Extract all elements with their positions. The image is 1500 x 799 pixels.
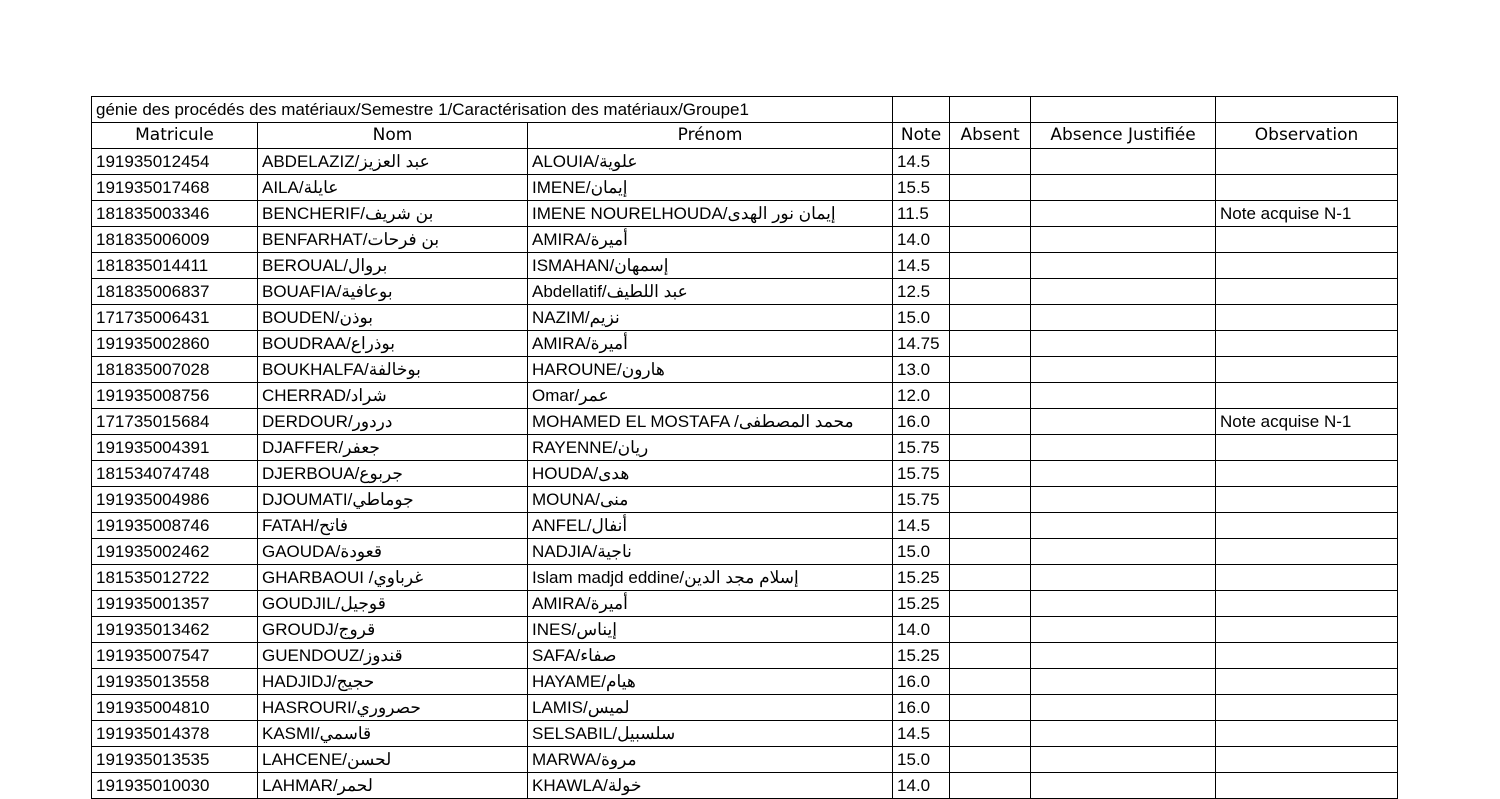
table-row xyxy=(92,435,1398,461)
prenom-cell: HAROUNE/هارون xyxy=(528,357,893,383)
nom-cell: BOUKHALFA/بوخالفة xyxy=(258,357,528,383)
nom-cell: GOUDJIL/قوجيل xyxy=(258,591,528,617)
absence-justifiee-cell xyxy=(1031,435,1216,461)
prenom-cell: MARWA/مروة xyxy=(528,747,893,773)
matricule-cell: 191935014378 xyxy=(92,721,258,747)
nom-cell: FATAH/فاتح xyxy=(258,513,528,539)
absence-justifiee-cell xyxy=(1031,149,1216,175)
note-cell: 15.5 xyxy=(893,175,950,201)
prenom-cell: INES/إيناس xyxy=(528,617,893,643)
table-row xyxy=(92,773,1398,799)
note-cell: 14.0 xyxy=(893,617,950,643)
prenom-cell: MOHAMED EL MOSTAFA /محمد المصطفى xyxy=(528,409,893,435)
table-row xyxy=(92,591,1398,617)
nom-cell: GAOUDA/قعودة xyxy=(258,539,528,565)
absent-cell xyxy=(950,721,1031,747)
absent-cell xyxy=(950,435,1031,461)
absent-cell xyxy=(950,513,1031,539)
table-row xyxy=(92,279,1398,305)
prenom-cell: SELSABIL/سلسبيل xyxy=(528,721,893,747)
absent-cell xyxy=(950,643,1031,669)
observation-cell xyxy=(1216,695,1398,721)
matricule-cell: 191935012454 xyxy=(92,149,258,175)
prenom-cell: Abdellatif/عبد اللطيف xyxy=(528,279,893,305)
absent-cell xyxy=(950,773,1031,799)
matricule-cell: 191935017468 xyxy=(92,175,258,201)
header-matricule: Matricule xyxy=(92,123,258,149)
absence-justifiee-cell xyxy=(1031,539,1216,565)
title-empty-cell xyxy=(1031,97,1216,123)
absence-justifiee-cell xyxy=(1031,305,1216,331)
table-row xyxy=(92,539,1398,565)
matricule-cell: 181535012722 xyxy=(92,565,258,591)
observation-cell xyxy=(1216,383,1398,409)
absence-justifiee-cell xyxy=(1031,331,1216,357)
note-cell: 13.0 xyxy=(893,357,950,383)
matricule-cell: 181835003346 xyxy=(92,201,258,227)
absent-cell xyxy=(950,669,1031,695)
absence-justifiee-cell xyxy=(1031,409,1216,435)
nom-cell: BENCHERIF/بن شريف xyxy=(258,201,528,227)
prenom-cell: NADJIA/ناجية xyxy=(528,539,893,565)
absent-cell xyxy=(950,331,1031,357)
matricule-cell: 171735015684 xyxy=(92,409,258,435)
table-row xyxy=(92,669,1398,695)
prenom-cell: AMIRA/أميرة xyxy=(528,591,893,617)
observation-cell xyxy=(1216,279,1398,305)
absent-cell xyxy=(950,201,1031,227)
matricule-cell: 181534074748 xyxy=(92,461,258,487)
nom-cell: BOUDEN/بوذن xyxy=(258,305,528,331)
nom-cell: AILA/عايلة xyxy=(258,175,528,201)
matricule-cell: 191935004391 xyxy=(92,435,258,461)
table-row xyxy=(92,201,1398,227)
prenom-cell: NAZIM/نزيم xyxy=(528,305,893,331)
absence-justifiee-cell xyxy=(1031,487,1216,513)
note-cell: 15.0 xyxy=(893,305,950,331)
nom-cell: DJOUMATI/جوماطي xyxy=(258,487,528,513)
header-row xyxy=(92,123,1398,149)
matricule-cell: 191935013462 xyxy=(92,617,258,643)
absence-justifiee-cell xyxy=(1031,591,1216,617)
observation-cell xyxy=(1216,721,1398,747)
nom-cell: ABDELAZIZ/عبد العزيز xyxy=(258,149,528,175)
absent-cell xyxy=(950,409,1031,435)
matricule-cell: 191935013535 xyxy=(92,747,258,773)
note-cell: 14.0 xyxy=(893,227,950,253)
header-absent: Absent xyxy=(950,123,1031,149)
observation-cell xyxy=(1216,331,1398,357)
nom-cell: KASMI/قاسمي xyxy=(258,721,528,747)
matricule-cell: 191935002860 xyxy=(92,331,258,357)
note-cell: 16.0 xyxy=(893,669,950,695)
header-prenom: Prénom xyxy=(528,123,893,149)
note-cell: 14.5 xyxy=(893,253,950,279)
observation-cell xyxy=(1216,149,1398,175)
absence-justifiee-cell xyxy=(1031,461,1216,487)
absence-justifiee-cell xyxy=(1031,253,1216,279)
table-row xyxy=(92,409,1398,435)
absent-cell xyxy=(950,357,1031,383)
observation-cell xyxy=(1216,175,1398,201)
observation-cell xyxy=(1216,565,1398,591)
observation-cell xyxy=(1216,435,1398,461)
note-cell: 14.5 xyxy=(893,513,950,539)
note-cell: 16.0 xyxy=(893,409,950,435)
observation-cell xyxy=(1216,539,1398,565)
matricule-cell: 181835014411 xyxy=(92,253,258,279)
table-row xyxy=(92,461,1398,487)
nom-cell: LAHCENE/لحسن xyxy=(258,747,528,773)
grade-sheet-table xyxy=(91,96,1398,799)
observation-cell xyxy=(1216,591,1398,617)
header-absence-justifiee: Absence Justifiée xyxy=(1031,123,1216,149)
table-row xyxy=(92,227,1398,253)
nom-cell: GUENDOUZ/قندوز xyxy=(258,643,528,669)
prenom-cell: Islam madjd eddine/إسلام مجد الدين xyxy=(528,565,893,591)
absence-justifiee-cell xyxy=(1031,747,1216,773)
prenom-cell: HAYAME/هيام xyxy=(528,669,893,695)
matricule-cell: 171735006431 xyxy=(92,305,258,331)
table-row xyxy=(92,175,1398,201)
table-row xyxy=(92,617,1398,643)
note-cell: 12.0 xyxy=(893,383,950,409)
absence-justifiee-cell xyxy=(1031,695,1216,721)
absent-cell xyxy=(950,591,1031,617)
header-note: Note xyxy=(893,123,950,149)
absent-cell xyxy=(950,383,1031,409)
nom-cell: CHERRAD/شراد xyxy=(258,383,528,409)
title-row xyxy=(92,97,1398,123)
note-cell: 14.5 xyxy=(893,721,950,747)
note-cell: 15.75 xyxy=(893,461,950,487)
note-cell: 11.5 xyxy=(893,201,950,227)
absence-justifiee-cell xyxy=(1031,513,1216,539)
prenom-cell: RAYENNE/ريان xyxy=(528,435,893,461)
table-row xyxy=(92,695,1398,721)
observation-cell xyxy=(1216,669,1398,695)
matricule-cell: 191935004810 xyxy=(92,695,258,721)
prenom-cell: AMIRA/أميرة xyxy=(528,331,893,357)
matricule-cell: 181835006837 xyxy=(92,279,258,305)
table-row xyxy=(92,643,1398,669)
matricule-cell: 191935004986 xyxy=(92,487,258,513)
note-cell: 15.25 xyxy=(893,591,950,617)
matricule-cell: 181835006009 xyxy=(92,227,258,253)
note-cell: 15.25 xyxy=(893,643,950,669)
header-nom: Nom xyxy=(258,123,528,149)
sheet-title: génie des procédés des matériaux/Semestre 1/Caractérisation des matériaux/Groupe1 xyxy=(92,97,893,123)
absent-cell xyxy=(950,305,1031,331)
prenom-cell: MOUNA/منى xyxy=(528,487,893,513)
table-row xyxy=(92,513,1398,539)
observation-cell xyxy=(1216,305,1398,331)
absent-cell xyxy=(950,175,1031,201)
absent-cell xyxy=(950,539,1031,565)
absence-justifiee-cell xyxy=(1031,773,1216,799)
absence-justifiee-cell xyxy=(1031,227,1216,253)
observation-cell xyxy=(1216,227,1398,253)
observation-cell xyxy=(1216,357,1398,383)
table-row xyxy=(92,487,1398,513)
nom-cell: DJERBOUA/جربوع xyxy=(258,461,528,487)
nom-cell: HASROURI/حصروري xyxy=(258,695,528,721)
table-row xyxy=(92,149,1398,175)
matricule-cell: 191935008746 xyxy=(92,513,258,539)
prenom-cell: ALOUIA/علوية xyxy=(528,149,893,175)
absent-cell xyxy=(950,487,1031,513)
note-cell: 12.5 xyxy=(893,279,950,305)
observation-cell xyxy=(1216,487,1398,513)
observation-cell xyxy=(1216,773,1398,799)
note-cell: 14.75 xyxy=(893,331,950,357)
prenom-cell: Omar/عمر xyxy=(528,383,893,409)
absence-justifiee-cell xyxy=(1031,357,1216,383)
observation-cell: Note acquise N-1 xyxy=(1216,409,1398,435)
title-empty-cell xyxy=(893,97,950,123)
nom-cell: BENFARHAT/بن فرحات xyxy=(258,227,528,253)
note-cell: 14.0 xyxy=(893,773,950,799)
table-row xyxy=(92,357,1398,383)
matricule-cell: 191935007547 xyxy=(92,643,258,669)
header-observation: Observation xyxy=(1216,123,1398,149)
absent-cell xyxy=(950,695,1031,721)
title-empty-cell xyxy=(950,97,1031,123)
absent-cell xyxy=(950,461,1031,487)
table-row xyxy=(92,721,1398,747)
table-row xyxy=(92,305,1398,331)
absence-justifiee-cell xyxy=(1031,383,1216,409)
absent-cell xyxy=(950,617,1031,643)
nom-cell: GROUDJ/قروج xyxy=(258,617,528,643)
absence-justifiee-cell xyxy=(1031,201,1216,227)
absence-justifiee-cell xyxy=(1031,643,1216,669)
observation-cell xyxy=(1216,253,1398,279)
observation-cell xyxy=(1216,617,1398,643)
matricule-cell: 191935002462 xyxy=(92,539,258,565)
note-cell: 16.0 xyxy=(893,695,950,721)
table-row xyxy=(92,565,1398,591)
table-row xyxy=(92,331,1398,357)
absent-cell xyxy=(950,747,1031,773)
note-cell: 14.5 xyxy=(893,149,950,175)
nom-cell: DJAFFER/جعفر xyxy=(258,435,528,461)
absence-justifiee-cell xyxy=(1031,279,1216,305)
note-cell: 15.25 xyxy=(893,565,950,591)
matricule-cell: 191935008756 xyxy=(92,383,258,409)
nom-cell: GHARBAOUI /غرباوي xyxy=(258,565,528,591)
prenom-cell: AMIRA/أميرة xyxy=(528,227,893,253)
observation-cell: Note acquise N-1 xyxy=(1216,201,1398,227)
nom-cell: DERDOUR/دردور xyxy=(258,409,528,435)
nom-cell: BOUDRAA/بوذراع xyxy=(258,331,528,357)
matricule-cell: 191935010030 xyxy=(92,773,258,799)
absent-cell xyxy=(950,565,1031,591)
title-empty-cell xyxy=(1216,97,1398,123)
absence-justifiee-cell xyxy=(1031,617,1216,643)
matricule-cell: 181835007028 xyxy=(92,357,258,383)
matricule-cell: 191935001357 xyxy=(92,591,258,617)
prenom-cell: HOUDA/هدى xyxy=(528,461,893,487)
prenom-cell: IMENE/إيمان xyxy=(528,175,893,201)
observation-cell xyxy=(1216,513,1398,539)
matricule-cell: 191935013558 xyxy=(92,669,258,695)
observation-cell xyxy=(1216,461,1398,487)
note-cell: 15.0 xyxy=(893,747,950,773)
absent-cell xyxy=(950,149,1031,175)
observation-cell xyxy=(1216,747,1398,773)
note-cell: 15.75 xyxy=(893,435,950,461)
prenom-cell: ANFEL/أنفال xyxy=(528,513,893,539)
nom-cell: BEROUAL/بروال xyxy=(258,253,528,279)
table-row xyxy=(92,253,1398,279)
prenom-cell: IMENE NOURELHOUDA/إيمان نور الهدى xyxy=(528,201,893,227)
observation-cell xyxy=(1216,643,1398,669)
nom-cell: HADJIDJ/حجيج xyxy=(258,669,528,695)
absence-justifiee-cell xyxy=(1031,669,1216,695)
absent-cell xyxy=(950,279,1031,305)
prenom-cell: SAFA/صفاء xyxy=(528,643,893,669)
nom-cell: LAHMAR/لحمر xyxy=(258,773,528,799)
absence-justifiee-cell xyxy=(1031,721,1216,747)
table-row xyxy=(92,383,1398,409)
absent-cell xyxy=(950,253,1031,279)
prenom-cell: KHAWLA/خولة xyxy=(528,773,893,799)
note-cell: 15.0 xyxy=(893,539,950,565)
table-row xyxy=(92,747,1398,773)
note-cell: 15.75 xyxy=(893,487,950,513)
prenom-cell: ISMAHAN/إسمهان xyxy=(528,253,893,279)
absence-justifiee-cell xyxy=(1031,175,1216,201)
prenom-cell: LAMIS/لميس xyxy=(528,695,893,721)
nom-cell: BOUAFIA/بوعافية xyxy=(258,279,528,305)
absence-justifiee-cell xyxy=(1031,565,1216,591)
absent-cell xyxy=(950,227,1031,253)
